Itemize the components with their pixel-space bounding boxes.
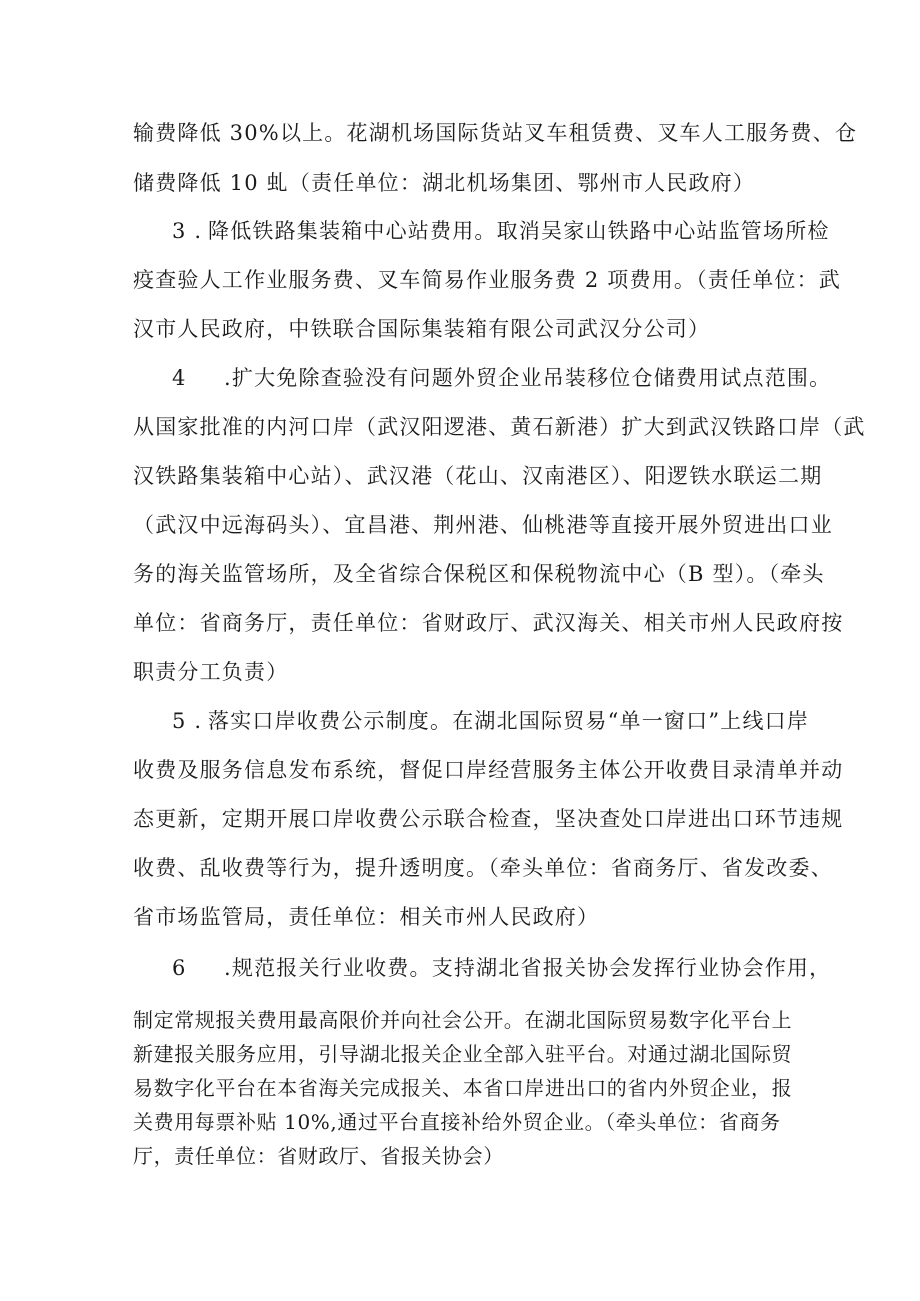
- text-line: 收费、乱收费等行为，提升透明度。（牵头单位：省商务厅、省发改委、: [133, 856, 833, 880]
- item-dot: .: [224, 366, 232, 390]
- text-line: 收费及服务信息发布系统，督促口岸经营服务主体公开收费目录清单并动: [133, 758, 844, 782]
- text-line: 制定常规报关费用最高限价并向社会公开。在湖北国际贸易数字化平台上: [133, 1008, 793, 1032]
- item-3-heading: 3 . 降低铁路集装箱中心站费用。取消吴家山铁路中心站监管场所检: [172, 219, 830, 243]
- item-5-heading: 5 . 落实口岸收费公示制度。在湖北国际贸易“单一窗口”上线口岸: [172, 709, 810, 733]
- item-4-heading: 4 .扩大免除查验没有问题外贸企业吊装移位仓储费用试点范围。: [172, 366, 832, 390]
- text-line: 输费降低 30%以上。花湖机场国际货站叉车租赁费、叉车人工服务费、仓: [133, 121, 858, 145]
- text-line: 省市场监管局，责任单位：相关市州人民政府）: [133, 905, 600, 929]
- item-number: 4: [172, 366, 187, 390]
- text-line: 职责分工负责）: [133, 660, 289, 684]
- text-line: 储费降低 10 虬（责任单位：湖北机场集团、鄂州市人民政府）: [133, 171, 756, 195]
- text-line: 关费用每票补贴 10%,通过平台直接补给外贸企业。（牵头单位：省商务: [133, 1110, 781, 1134]
- text-line: 新建报关服务应用，引导湖北报关企业全部入驻平台。对通过湖北国际贸: [133, 1042, 793, 1066]
- text-line: 单位：省商务厅，责任单位：省财政厅、武汉海关、相关市州人民政府按: [133, 611, 844, 635]
- text-line: 汉市人民政府，中铁联合国际集装箱有限公司武汉分公司）: [133, 317, 711, 341]
- text-line: （武汉中远海码头）、宜昌港、荆州港、仙桃港等直接开展外贸进出口业: [133, 513, 833, 537]
- item-6-heading: 6 .规范报关行业收费。支持湖北省报关协会发挥行业协会作用，: [172, 956, 832, 980]
- text-line: 汉铁路集装箱中心站）、武汉港（花山、汉南港区）、阳逻铁水联运二期: [133, 464, 823, 488]
- text-line: 厅，责任单位：省财政厅、省报关协会）: [133, 1144, 504, 1168]
- text-line: 从国家批准的内河口岸（武汉阳逻港、黄石新港）扩大到武汉铁路口岸（武: [133, 415, 866, 439]
- text-line: 务的海关监管场所，及全省综合保税区和保税物流中心（B 型）。（牵头: [133, 562, 825, 586]
- item-number: 3 .: [172, 219, 203, 243]
- text-line: 态更新，定期开展口岸收费公示联合检查，坚决查处口岸进出口环节违规: [133, 807, 844, 831]
- item-dot: .: [224, 956, 232, 980]
- item-number: 6: [172, 956, 187, 980]
- text-line: 疫查验人工作业服务费、叉车简易作业服务费 2 项费用。（责任单位：武: [133, 268, 842, 292]
- item-number: 5 .: [172, 709, 203, 733]
- text-line: 易数字化平台在本省海关完成报关、本省口岸进出口的省内外贸企业，报: [133, 1076, 793, 1100]
